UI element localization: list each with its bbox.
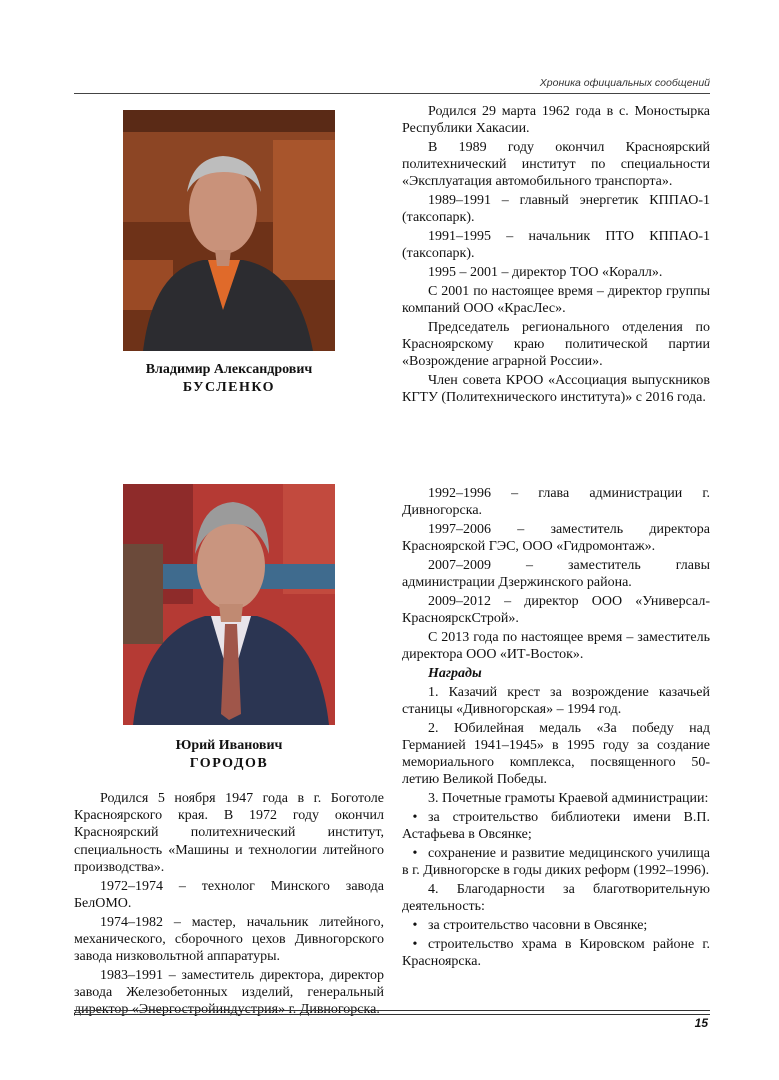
bio-paragraph: С 2001 по настоящее время – директор группы компаний ООО «КрасЛес». <box>402 284 710 317</box>
bio-paragraph: 1997–2006 – заместитель директора Красноярской ГЭС, ООО «Гидромонтаж». <box>402 522 710 555</box>
award-bullet <box>402 917 710 934</box>
person2-first-names: Юрий Иванович <box>175 738 283 753</box>
award-bullet-text: сохранение и развитие медицинского училища в г. Дивногорске в годы диких реформ (1992–1996). <box>402 846 710 879</box>
page-number: 15 <box>694 1016 708 1030</box>
bullet-icon: • <box>412 936 418 952</box>
bullet-icon: • <box>412 918 418 933</box>
portrait-photo-buslenko <box>123 110 335 351</box>
bullet-icon: • <box>412 846 418 861</box>
bullet-icon: • <box>412 810 418 825</box>
awards-heading: Награды <box>428 666 482 681</box>
award-bullet <box>402 809 710 843</box>
running-header: Хроника официальных сообщений <box>539 77 710 89</box>
person1-name <box>100 361 358 397</box>
bio-paragraph: Родился 29 марта 1962 года в с. Моностырка Республики Хакасии. <box>402 104 710 137</box>
award-bullet-text: строительство храма в Кировском районе г. Красноярска. <box>402 936 710 969</box>
bio-paragraph: 1995 – 2001 – директор ТОО «Коралл». <box>428 265 663 281</box>
person2-bio-right <box>402 485 710 972</box>
bio-paragraph: С 2013 года по настоящее время – заместитель директора ООО «ИТ-Восток». <box>402 630 710 663</box>
person2-name <box>100 737 358 773</box>
award-bullet <box>402 845 710 879</box>
person2-surname: ГОРОДОВ <box>189 756 269 771</box>
bio-paragraph: 1972–1974 – технолог Минского завода БелОМО. <box>74 878 384 911</box>
footer-rule-thin <box>74 1014 710 1015</box>
bio-paragraph: Председатель регионального отделения по Красноярскому краю политической партии «Возрождение аграрной России». <box>402 320 710 370</box>
person1-surname: БУСЛЕНКО <box>182 380 276 395</box>
award-item: 1. Казачий крест за возрождение казачьей станицы «Дивногорская» – 1994 год. <box>402 684 710 717</box>
bio-paragraph: 2007–2009 – заместитель главы администрации Дзержинского района. <box>402 558 710 591</box>
bio-paragraph: 1991–1995 – начальник ПТО КППАО-1 (таксопарк). <box>402 229 710 262</box>
award-bullet <box>402 936 710 970</box>
award-item: 4. Благодарности за благотворительную деятельность: <box>402 882 710 915</box>
person1-first-names: Владимир Александрович <box>145 362 313 377</box>
bio-paragraph: 1974–1982 – мастер, начальник литейного, механического, сборочного цехов Дивногорского завода низковольтной аппаратуры. <box>74 914 384 965</box>
person2-bio-left <box>74 790 384 1020</box>
award-bullet-text: за строительство часовни в Овсянке; <box>428 918 648 933</box>
bio-paragraph: Родился 5 ноября 1947 года в г. Боготоле Красноярского края. В 1972 году окончил Красноярский политехнический институт, специальность «Машины и технологии литейного производства». <box>74 791 384 875</box>
bio-paragraph: 1989–1991 – главный энергетик КППАО-1 (таксопарк). <box>402 193 710 226</box>
bio-paragraph: 1983–1991 – заместитель директора, директор завода Железобетонных изделий, генеральный директор «Энергостройиндустрия» г. Дивногорска. <box>74 967 384 1018</box>
award-item: 3. Почетные грамоты Краевой администрации: <box>428 791 709 807</box>
award-item: 2. Юбилейная медаль «За победу над Германией 1941–1945» в 1995 году за создание мемориального комплекса, посвященного 50-летию Великой Победы. <box>402 720 710 788</box>
bio-paragraph: 1992–1996 – глава администрации г. Дивногорска. <box>402 486 710 519</box>
bio-paragraph: Член совета КРОО «Ассоциация выпускников КГТУ (Политехнического института)» с 2016 года. <box>402 373 710 406</box>
portrait-photo-gorodov <box>123 484 335 725</box>
bio-paragraph: В 1989 году окончил Красноярский политехнический институт по специальности «Эксплуатация автомобильного транспорта». <box>402 140 710 190</box>
award-bullet-text: за строительство библиотеки имени В.П. Астафьева в Овсянке; <box>402 810 710 843</box>
header-rule <box>74 93 710 94</box>
bio-paragraph: 2009–2012 – директор ООО «Универсал-КрасноярскСтрой». <box>402 594 710 627</box>
person1-bio <box>402 103 710 408</box>
footer-rule <box>74 1010 710 1011</box>
